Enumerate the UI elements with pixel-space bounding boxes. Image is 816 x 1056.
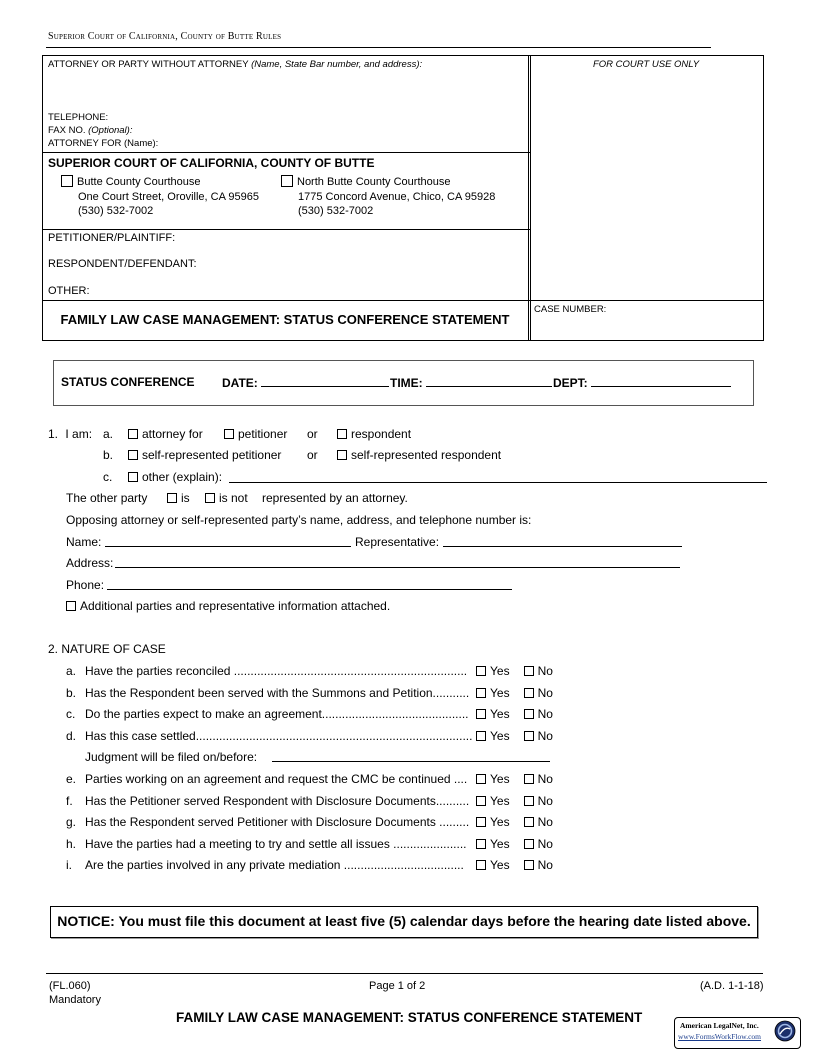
other-party-text: The other party: [66, 491, 148, 505]
date-field[interactable]: [261, 375, 389, 387]
representative-label: Representative:: [355, 535, 440, 549]
question-h: h. Have the parties had a meeting to try and settle all issues ......................: [66, 837, 467, 851]
option-petitioner[interactable]: petitioner: [224, 427, 287, 441]
yes-checkbox[interactable]: [476, 796, 486, 806]
opposing-party-text: Opposing attorney or self-represented party’s name, address, and telephone number is:: [66, 513, 532, 527]
globe-logo-icon: [774, 1020, 796, 1042]
yes-checkbox[interactable]: [476, 709, 486, 719]
question-d: d. Has this case settled...................................................................................: [66, 729, 473, 743]
yes-checkbox[interactable]: [476, 860, 486, 870]
yes-checkbox[interactable]: [476, 731, 486, 741]
section2-title: 2. NATURE OF CASE: [48, 642, 166, 656]
or-text: or: [307, 448, 318, 462]
courthouse-option-chico[interactable]: North Butte County Courthouse 1775 Concord Avenue, Chico, CA 95928 (530) 532-7002: [281, 175, 495, 219]
form-title: FAMILY LAW CASE MANAGEMENT: STATUS CONFERENCE STATEMENT: [60, 312, 510, 327]
court-rules-header: Superior Court of California, County of Butte Rules: [48, 31, 282, 42]
yes-no-h[interactable]: Yes No: [476, 837, 553, 851]
dept-field[interactable]: [591, 375, 731, 387]
address-field[interactable]: [115, 557, 680, 568]
judgment-date-field[interactable]: [272, 751, 550, 762]
yes-checkbox[interactable]: [476, 839, 486, 849]
petitioner-label[interactable]: PETITIONER/PLAINTIFF:: [48, 232, 176, 244]
footer-rule: [46, 973, 763, 974]
no-checkbox[interactable]: [524, 774, 534, 784]
checkbox[interactable]: [167, 493, 177, 503]
yes-checkbox[interactable]: [476, 666, 486, 676]
section1-row-a: 1. I am:: [48, 427, 93, 441]
respondent-label[interactable]: RESPONDENT/DEFENDANT:: [48, 258, 197, 270]
checkbox[interactable]: [224, 429, 234, 439]
yes-no-g[interactable]: Yes No: [476, 815, 553, 829]
no-checkbox[interactable]: [524, 731, 534, 741]
courthouse-option-oroville[interactable]: Butte County Courthouse One Court Street, Oroville, CA 95965 (530) 532-7002: [61, 175, 259, 219]
option-additional-parties[interactable]: Additional parties and representative information attached.: [66, 599, 390, 613]
publisher-link[interactable]: www.FormsWorkFlow.com: [678, 1032, 762, 1041]
yes-no-a[interactable]: Yes No: [476, 664, 553, 678]
or-text: or: [307, 427, 318, 441]
no-checkbox[interactable]: [524, 688, 534, 698]
name-field[interactable]: [105, 536, 351, 547]
fax-label[interactable]: FAX NO. (Optional):: [48, 125, 133, 136]
no-checkbox[interactable]: [524, 817, 534, 827]
court-use-label: FOR COURT USE ONLY: [592, 59, 700, 70]
checkbox[interactable]: [128, 429, 138, 439]
option-respondent[interactable]: respondent: [337, 427, 411, 441]
name-label: Name:: [66, 535, 102, 549]
option-self-petitioner[interactable]: self-represented petitioner: [128, 448, 281, 462]
yes-no-e[interactable]: Yes No: [476, 772, 553, 786]
yes-no-b[interactable]: Yes No: [476, 686, 553, 700]
represented-text: represented by an attorney.: [262, 491, 408, 505]
question-a: a. Have the parties reconciled ......................................................................: [66, 664, 468, 678]
divider: [42, 152, 530, 153]
divider: [42, 300, 763, 301]
address-label: Address:: [66, 556, 114, 570]
yes-no-f[interactable]: Yes No: [476, 794, 553, 808]
checkbox[interactable]: [61, 175, 73, 187]
checkbox[interactable]: [128, 472, 138, 482]
option-is[interactable]: is: [167, 491, 190, 505]
time-field[interactable]: [426, 375, 552, 387]
phone-label: Phone:: [66, 578, 105, 592]
court-name: SUPERIOR COURT OF CALIFORNIA, COUNTY OF BUTTE: [48, 156, 375, 170]
no-checkbox[interactable]: [524, 796, 534, 806]
yes-no-i[interactable]: Yes No: [476, 858, 553, 872]
status-conference-dept[interactable]: DEPT:: [553, 375, 731, 390]
form-code: (FL.060): [49, 980, 91, 992]
checkbox[interactable]: [128, 450, 138, 460]
checkbox[interactable]: [205, 493, 215, 503]
telephone-label[interactable]: TELEPHONE:: [48, 112, 109, 123]
checkbox[interactable]: [66, 601, 76, 611]
checkbox[interactable]: [337, 450, 347, 460]
checkbox[interactable]: [337, 429, 347, 439]
question-e: e. Parties working on an agreement and request the CMC be continued ....: [66, 772, 468, 786]
option-other[interactable]: other (explain):: [128, 470, 222, 484]
attorney-label[interactable]: ATTORNEY OR PARTY WITHOUT ATTORNEY (Name, State Bar number, and address):: [48, 59, 423, 70]
yes-checkbox[interactable]: [476, 774, 486, 784]
yes-no-c[interactable]: Yes No: [476, 707, 553, 721]
status-conference-label: STATUS CONFERENCE: [61, 375, 195, 389]
question-c: c. Do the parties expect to make an agreement............................................: [66, 707, 469, 721]
other-label[interactable]: OTHER:: [48, 285, 90, 297]
header-rule: [46, 47, 711, 48]
judgment-label: Judgment will be filed on/before:: [85, 750, 258, 764]
representative-field[interactable]: [443, 536, 682, 547]
page-number: Page 1 of 2: [369, 980, 426, 992]
no-checkbox[interactable]: [524, 839, 534, 849]
phone-field[interactable]: [107, 579, 512, 590]
yes-checkbox[interactable]: [476, 817, 486, 827]
footer-title: FAMILY LAW CASE MANAGEMENT: STATUS CONFERENCE STATEMENT: [176, 1010, 643, 1025]
option-attorney-for[interactable]: attorney for: [128, 427, 203, 441]
option-is-not[interactable]: is not: [205, 491, 248, 505]
no-checkbox[interactable]: [524, 666, 534, 676]
adopted-date: (A.D. 1-1-18): [700, 980, 764, 992]
status-conference-time[interactable]: TIME:: [390, 375, 552, 390]
item-letter: a.: [103, 427, 114, 441]
status-conference-date[interactable]: DATE:: [222, 375, 389, 390]
attorney-for-label[interactable]: ATTORNEY FOR (Name):: [48, 138, 159, 149]
item-letter: b.: [103, 448, 114, 462]
notice-text: NOTICE: You must file this document at least five (5) calendar days before the hearing date listed above.: [57, 913, 751, 929]
other-explain-field[interactable]: [229, 472, 767, 483]
checkbox[interactable]: [281, 175, 293, 187]
question-i: i. Are the parties involved in any private mediation ....................................: [66, 858, 464, 872]
item-letter: c.: [103, 470, 113, 484]
divider: [42, 229, 530, 230]
mandatory-label: Mandatory: [49, 994, 101, 1006]
question-b: b. Has the Respondent been served with the Summons and Petition...........: [66, 686, 470, 700]
question-f: f. Has the Petitioner served Respondent with Disclosure Documents..........: [66, 794, 470, 808]
publisher-name: American LegalNet, Inc.: [680, 1021, 759, 1030]
yes-checkbox[interactable]: [476, 688, 486, 698]
case-number-label[interactable]: CASE NUMBER:: [534, 304, 607, 315]
no-checkbox[interactable]: [524, 860, 534, 870]
option-self-respondent[interactable]: self-represented respondent: [337, 448, 501, 462]
question-g: g. Has the Respondent served Petitioner with Disclosure Documents .........: [66, 815, 470, 829]
no-checkbox[interactable]: [524, 709, 534, 719]
yes-no-d[interactable]: Yes No: [476, 729, 553, 743]
court-use-box: [528, 55, 764, 341]
